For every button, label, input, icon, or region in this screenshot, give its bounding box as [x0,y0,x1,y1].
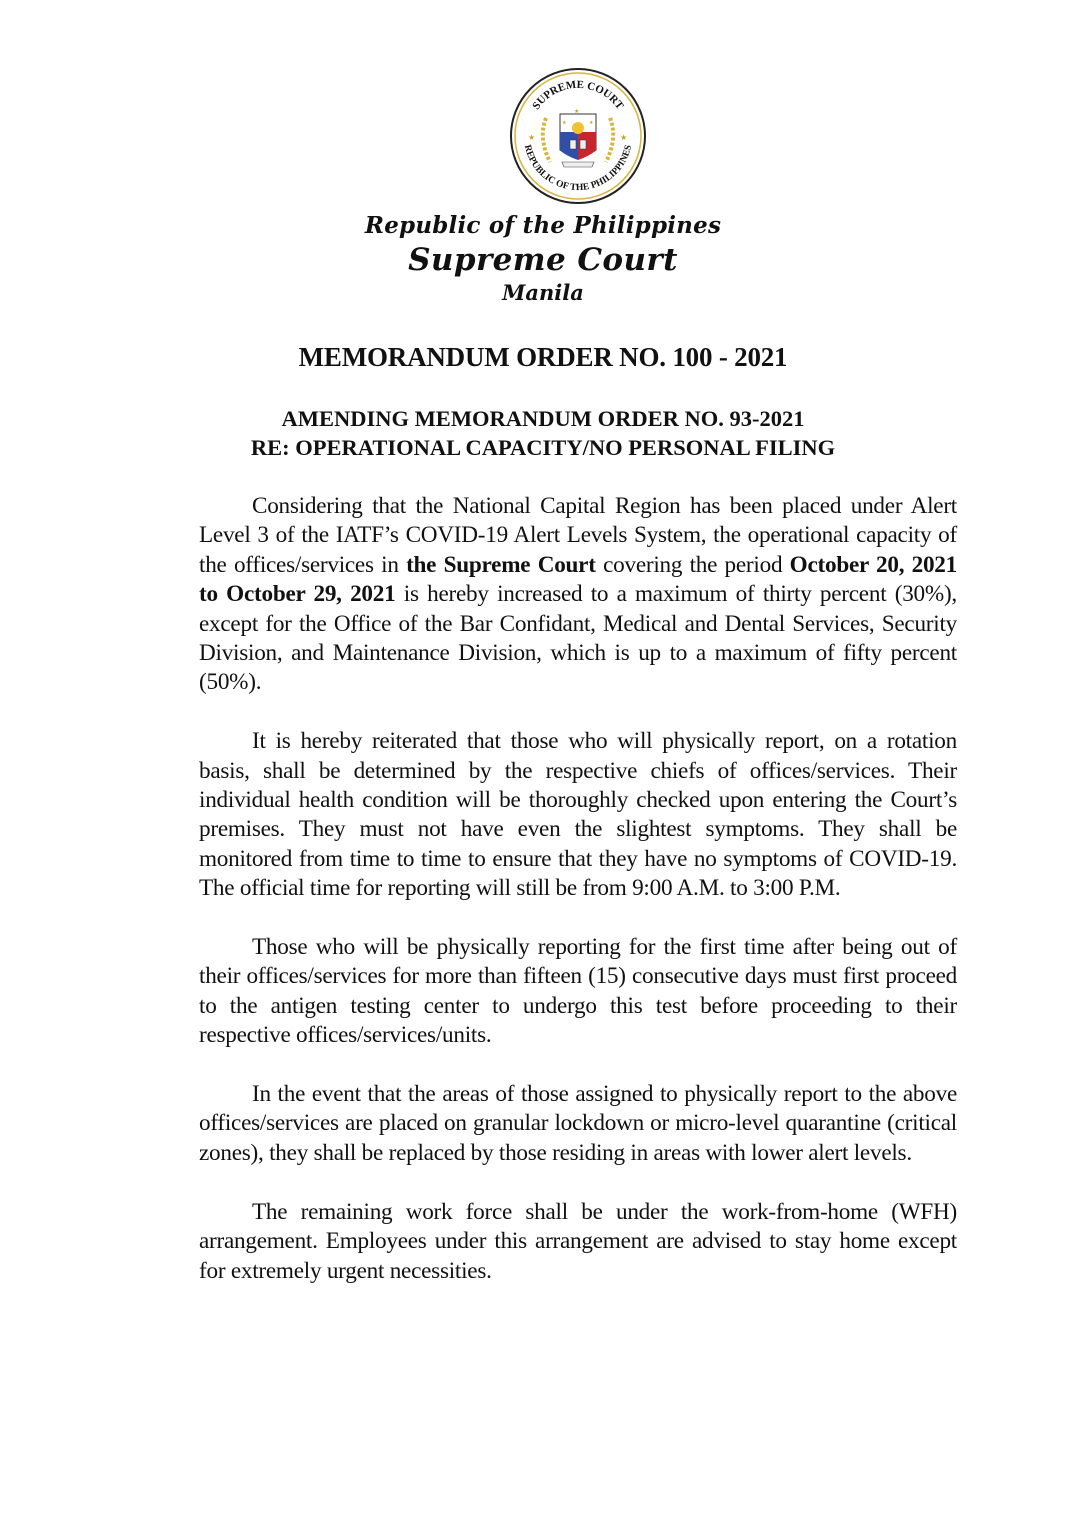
subject-line-1: AMENDING MEMORANDUM ORDER NO. 93-2021 [281,406,805,431]
memo-subject [0,404,1086,462]
paragraph-wfh: The remaining work force shall be under the work-from-home (WFH) arrangement. Employees under this arrangement are advised to stay home except for extremely urgent necessities. [199,1198,957,1284]
letterhead-city: Manila [502,280,584,305]
p1-text-e: is hereby increased to a maximum of thirty percent (30%), except for the Office of the Bar Confidant, Medical and Dental Services, Security Division, and Maintenance Division, which is up to a maximum of fifty percent (50%). [199,581,957,696]
seal-top-text: SUPREME COURT [530,78,626,112]
svg-text:★: ★ [620,133,628,142]
subject-line-2: RE: OPERATIONAL CAPACITY/NO PERSONAL FILING [250,435,836,460]
p1-text-c: covering the period [595,551,790,578]
paragraph-antigen: Those who will be physically reporting for the first time after being out of their offices/services for more than fifteen (15) consecutive days must first proceed to the antigen testing center to undergo this test before proceeding to their respective offices/services/units. [199,934,957,1049]
letterhead-court: Supreme Court [408,242,678,278]
p1-bold-supreme-court: the Supreme Court [406,551,596,578]
letterhead-republic: Republic of the Philippines [364,212,722,239]
svg-text:★: ★ [562,121,567,126]
paragraph-capacity [199,492,957,698]
memo-body [199,492,957,1315]
svg-text:★: ★ [574,109,580,115]
paragraph-reporting: It is hereby reiterated that those who will physically report, on a rotation basis, shall be determined by the respective chiefs of offices/services. Their individual health condition will be thoroughly checked upon entering the Court’s premises. They must not have even the slightest symptoms. They shall be monitored from time to time to ensure that they have no symptoms of COVID-19. The official time for reporting will still be from 9:00 A.M. to 3:00 P.M. [199,728,957,902]
svg-text:★: ★ [528,133,536,142]
memo-title: MEMORANDUM ORDER NO. 100 - 2021 [298,342,788,372]
p1-text-a: Considering that the National Capital Region has been placed under Alert Level 3 of the IATF’s COVID-19 Alert Levels System, the operational capacity of the offices/services in [199,493,957,578]
svg-text:★: ★ [589,121,594,126]
paragraph-lockdown: In the event that the areas of those assigned to physically report to the above offices/services are placed on granular lockdown or micro-level quarantine (critical zones), they shall be replaced by those residing in areas with lower alert levels. [199,1081,957,1166]
seal-bottom-text: REPUBLIC OF THE PHILIPPINES [521,144,635,194]
p1-bold-period: October 20, 2021 to October 29, 2021 [199,551,957,608]
supreme-court-seal-icon [508,66,648,206]
